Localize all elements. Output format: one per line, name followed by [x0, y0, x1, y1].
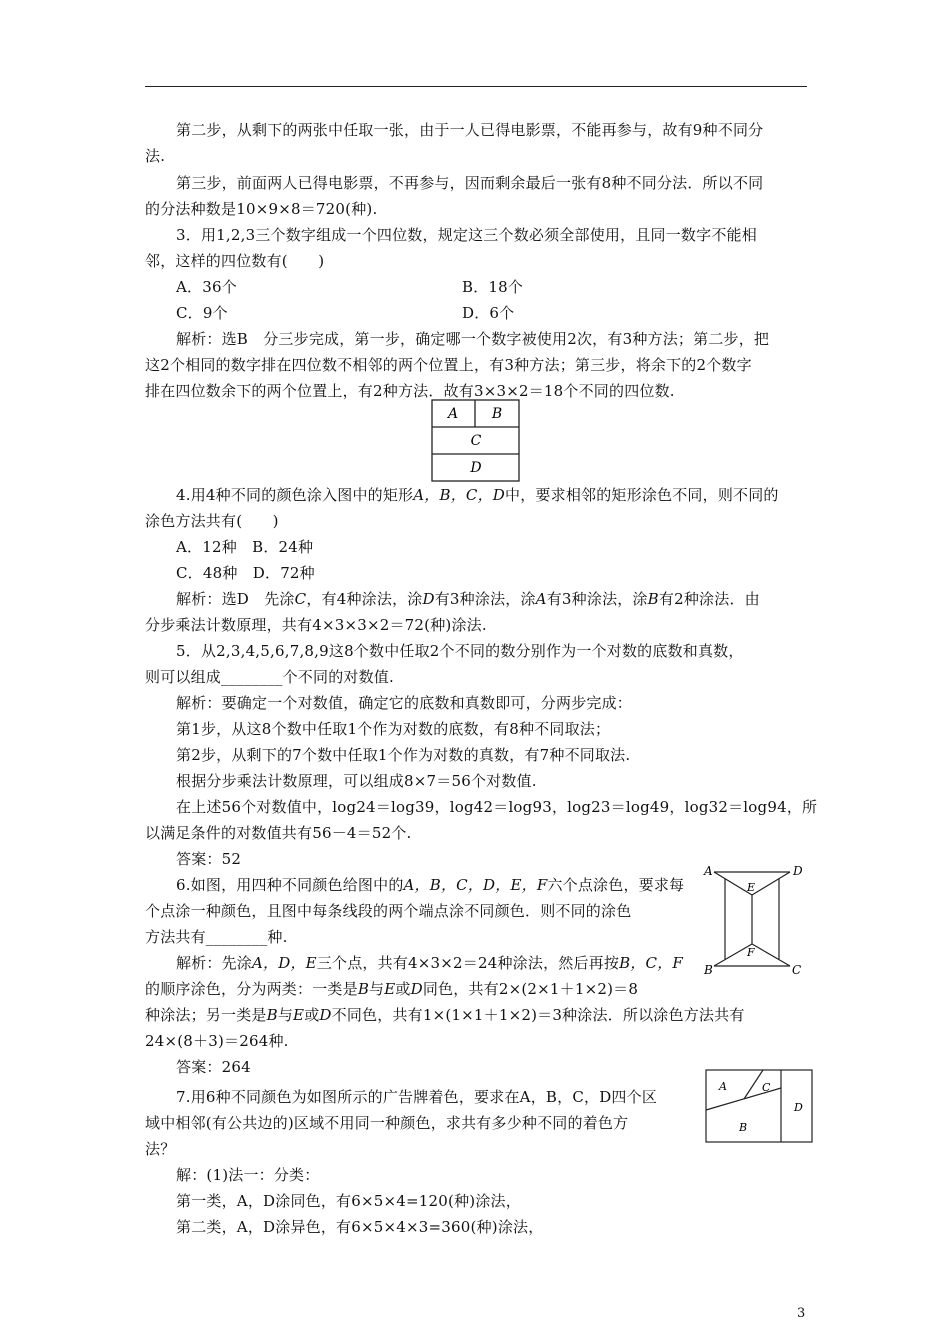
solution-7-case1: 第一类，A，D涂同色，有6×5×4=120(种)涂法， — [176, 1192, 521, 1210]
fig6-label-d: D — [793, 864, 803, 878]
question-7: 7.用6种不同颜色为如图所示的广告牌着色，要求在A，B，C，D四个区 — [176, 1088, 658, 1106]
answer-6: 答案：264 — [176, 1058, 251, 1076]
solution-7: 解：(1)法一：分类： — [176, 1166, 320, 1184]
fig6-label-a: A — [704, 864, 713, 878]
question-6-cont: 方法共有________种. — [145, 928, 288, 946]
question-4-cont: 涂色方法共有( ) — [145, 512, 279, 530]
fig6-label-f: F — [747, 946, 755, 959]
solution-6-cont: 种涂法；另一类是B与E或D不同色，共有1×(1×1＋1×2)＝3种涂法．所以涂色方法共有 — [145, 1006, 745, 1024]
fig7-label-d: D — [794, 1101, 803, 1114]
text-line: 法. — [145, 147, 166, 165]
solution-5-logs: 在上述56个对数值中，log24＝log39，log42＝log93，log23＝log49，log32＝log94，所 — [176, 798, 818, 816]
option-d: D．6个 — [462, 304, 515, 322]
solution-6-cont: 24×(8＋3)＝264种. — [145, 1032, 289, 1050]
question-5-cont: 则可以组成________个不同的对数值. — [145, 668, 394, 686]
solution-4-cont: 分步乘法计数原理，共有4×3×3×2＝72(种)涂法. — [145, 616, 487, 634]
solution-3-cont: 排在四位数余下的两个位置上，有2种方法．故有3×3×2＝18个不同的四位数. — [145, 382, 675, 400]
question-4: 4.用4种不同的颜色涂入图中的矩形A，B，C，D中，要求相邻的矩形涂色不同，则不同的 — [176, 486, 779, 504]
solution-4: 解析：选D 先涂C，有4种涂法，涂D有3种涂法，涂A有3种涂法，涂B有2种涂法．由 — [176, 590, 760, 608]
figure-q4-rectangles — [431, 399, 521, 483]
page-number: 3 — [797, 1306, 806, 1321]
solution-5-step1: 第1步，从这8个数中任取1个作为对数的底数，有8种不同取法； — [176, 720, 611, 738]
question-6: 6.如图，用四种不同颜色给图中的A，B，C，D，E，F六个点涂色，要求每 — [176, 876, 685, 894]
options-cd: C．48种 D．72种 — [176, 564, 315, 582]
fig7-label-c: C — [762, 1081, 771, 1094]
question-6-cont: 个点涂一种颜色，且图中每条线段的两个端点涂不同颜色．则不同的涂色 — [145, 902, 632, 920]
question-7-cont: 法？ — [145, 1140, 176, 1158]
solution-3-cont: 这2个相同的数字排在四位数不相邻的两个位置上，有3种方法；第三步，将余下的2个数字 — [145, 356, 752, 374]
solution-6: 解析：先涂A，D，E三个点，共有4×3×2＝24种涂法，然后再按B，C，F — [176, 954, 684, 972]
figure-q6-graph — [700, 862, 810, 980]
text-line: 第三步，前面两人已得电影票，不再参与，因而剩余最后一张有8种不同分法．所以不同 — [176, 174, 764, 192]
fig7-label-b: B — [739, 1121, 748, 1134]
fig7-label-a: A — [719, 1080, 727, 1093]
fig6-label-e: E — [747, 881, 756, 894]
answer-5: 答案：52 — [176, 850, 242, 868]
option-c: C．9个 — [176, 304, 228, 322]
solution-5-principle: 根据分步乘法计数原理，可以组成8×7＝56个对数值. — [176, 772, 537, 790]
solution-3: 解析：选B 分三步完成，第一步，确定哪一个数字被使用2次，有3种方法；第二步，把 — [176, 330, 770, 348]
solution-5-cont: 以满足条件的对数值共有56－4＝52个. — [145, 824, 412, 842]
fig4-label-b: B — [491, 406, 503, 422]
fig6-label-b: B — [704, 963, 713, 977]
options-ab: A．12种 B．24种 — [176, 538, 314, 556]
fig4-label-c: C — [470, 433, 482, 449]
option-b: B．18个 — [462, 278, 524, 296]
fig6-label-c: C — [792, 963, 802, 977]
question-5: 5．从2,3,4,5,6,7,8,9这8个数中任取2个不同的数分别作为一个对数的底数和真数， — [176, 642, 744, 660]
option-a: A．36个 — [176, 278, 237, 296]
text-line: 第二步，从剩下的两张中任取一张，由于一人已得电影票，不能再参与，故有9种不同分 — [176, 121, 764, 139]
solution-7-case2: 第二类，A，D涂异色，有6×5×4×3=360(种)涂法， — [176, 1218, 544, 1236]
figure-q7-billboard — [704, 1068, 816, 1146]
solution-6-cont: 的顺序涂色，分为两类：一类是B与E或D同色，共有2×(2×1＋1×2)＝8 — [145, 980, 639, 998]
fig4-label-a: A — [447, 406, 459, 422]
header-rule — [145, 86, 807, 87]
fig4-label-d: D — [470, 460, 482, 476]
question-7-cont: 域中相邻(有公共边的)区域不用同一种颜色，求共有多少种不同的着色方 — [145, 1114, 629, 1132]
question-3-cont: 邻，这样的四位数有( ) — [145, 252, 325, 270]
solution-5-step2: 第2步，从剩下的7个数中任取1个作为对数的真数，有7种不同取法. — [176, 746, 631, 764]
question-3: 3．用1,2,3三个数字组成一个四位数，规定这三个数必须全部使用，且同一数字不能相 — [176, 226, 757, 244]
text-line: 的分法种数是10×9×8＝720(种). — [145, 200, 378, 218]
solution-5: 解析：要确定一个对数值，确定它的底数和真数即可，分两步完成： — [176, 694, 633, 712]
